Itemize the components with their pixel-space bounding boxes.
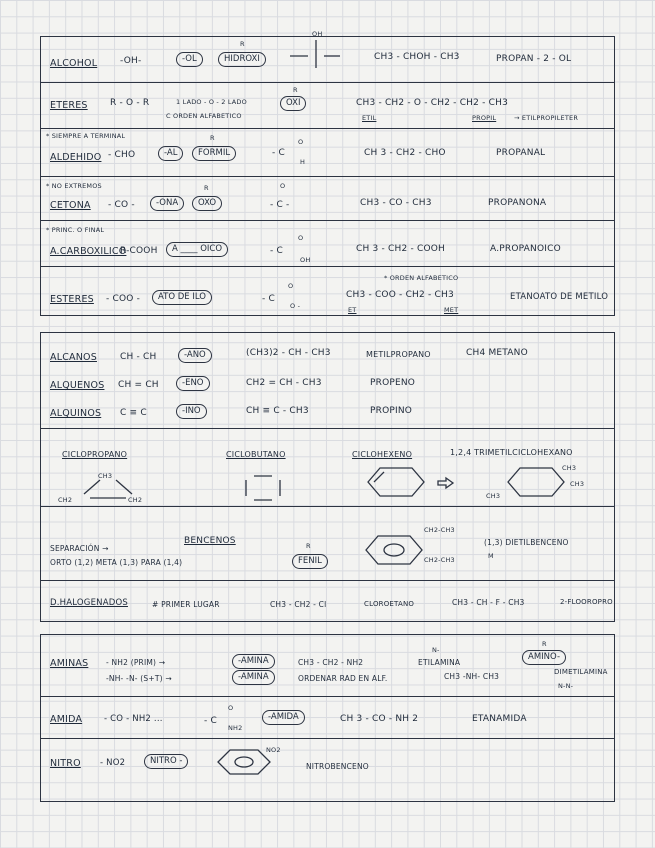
amida-name: AMIDA [50, 714, 83, 725]
halo-formula: CH3 - CH2 - Cl [270, 600, 327, 609]
benceno-name: BENCENOS [184, 536, 236, 546]
alquenos-group: CH = CH [118, 380, 159, 390]
cetona-name: CETONA [50, 200, 91, 211]
amida-example: ETANAMIDA [472, 714, 527, 724]
amida-o: O [228, 704, 234, 712]
cetona-example: PROPANONA [488, 198, 547, 208]
alquinos-suffix: -INO [176, 404, 207, 419]
alcohol-suffix: -OL [176, 52, 203, 67]
aminas-rule: ORDENAR RAD EN ALF. [298, 674, 388, 683]
nitro-group: - NO2 [100, 758, 126, 768]
trimetil-ch3-b: CH3 [570, 480, 585, 488]
benceno-example: (1,3) DIETILBENCENO [484, 538, 569, 547]
alcohol-name: ALCOHOL [50, 58, 98, 69]
amida-structure: - C [204, 716, 217, 726]
halo-example: CLOROETANO [364, 600, 415, 608]
aldehido-formula: CH 3 - CH2 - CHO [364, 148, 446, 158]
acido-formula: CH 3 - CH2 - COOH [356, 244, 445, 254]
esteres-o2: O - [290, 302, 301, 310]
alcohol-r: R [240, 40, 245, 48]
ciclo-ch3-a: CH3 [98, 472, 113, 480]
alcohol-formula: CH3 - CHOH - CH3 [374, 52, 460, 62]
aldehido-prefix: FORMIL [192, 146, 236, 161]
eteres-r: R [293, 86, 298, 94]
benceno-sub2: CH2-CH3 [424, 556, 455, 564]
cetona-r: R [204, 184, 209, 192]
aldehido-group: - CHO [108, 150, 136, 160]
benceno-positions: ORTO (1,2) META (1,3) PARA (1,4) [50, 558, 183, 567]
aldehido-name: ALDEHIDO [50, 152, 102, 163]
alquenos-name: ALQUENOS [50, 380, 105, 391]
amida-suffix: -AMIDA [262, 710, 305, 725]
esteres-o1: O [288, 282, 294, 290]
ciclohexeno-drawing [356, 464, 436, 504]
benceno-m: M [488, 552, 494, 560]
cetona-o: O [280, 182, 286, 190]
alquenos-example: PROPENO [370, 378, 416, 388]
alcohol-group: -OH- [120, 56, 142, 66]
eteres-label-propil: PROPIL [472, 114, 497, 122]
aminas-nn: N-N- [558, 682, 574, 690]
esteres-group: - COO - [106, 294, 141, 304]
aminas-suffix2: -AMINA [232, 670, 275, 685]
eteres-rule1: 1 LADO - O - 2 LADO [176, 98, 247, 106]
halo-example2: 2-FLOOROPRO [560, 598, 613, 606]
aldehido-example: PROPANAL [496, 148, 546, 158]
arrow-icon [436, 476, 456, 490]
esteres-formula: CH3 - COO - CH2 - CH3 [346, 290, 454, 300]
eteres-formula: CH3 - CH2 - O - CH2 - CH2 - CH3 [356, 98, 509, 108]
benceno-sub1: CH2-CH3 [424, 526, 455, 534]
aldehido-h: H [300, 158, 306, 166]
cetona-formula: CH3 - CO - CH3 [360, 198, 432, 208]
nitro-example: NITROBENCENO [306, 762, 369, 771]
aldehido-suffix: -AL [158, 146, 183, 161]
ciclohexeno-label: CICLOHEXENO [352, 450, 413, 459]
acido-o: O [298, 234, 304, 242]
aminas-secundaria: -NH- -N- (S+T) → [106, 674, 172, 683]
aminas-r: R [542, 640, 547, 648]
aminas-example2: DIMETILAMINA [554, 668, 608, 676]
aminas-name: AMINAS [50, 658, 89, 669]
esteres-label-et: ET [348, 306, 357, 314]
acido-note: * PRINC. O FINAL [46, 226, 105, 234]
trimetil-drawing [500, 464, 570, 504]
trimetil-ch3-c: CH3 [486, 492, 501, 500]
esteres-label-met: MET [444, 306, 459, 314]
esteres-structure: - C [262, 294, 275, 304]
eteres-example: → ETILPROPILETER [514, 114, 579, 122]
amida-formula: CH 3 - CO - NH 2 [340, 714, 419, 724]
acido-affix: A ____ OICO [166, 242, 228, 257]
esteres-affix: ATO DE ILO [152, 290, 212, 305]
alcanos-group: CH - CH [120, 352, 157, 362]
aminas-formula2: CH3 -NH- CH3 [444, 672, 500, 681]
aminas-primaria: - NH2 (PRIM) → [106, 658, 166, 667]
alcanos-formula: (CH3)2 - CH - CH3 [246, 348, 331, 358]
ciclobutano-drawing [236, 470, 296, 506]
acido-name: A.CARBOXILICO [50, 246, 127, 257]
esteres-note: * ORDEN ALFABETICO [384, 274, 459, 282]
benceno-prefix: FENIL [292, 554, 328, 569]
amida-nh: NH2 [228, 724, 243, 732]
aminas-n: N- [432, 646, 440, 654]
aminas-example1: ETILAMINA [418, 658, 461, 667]
benceno-drawing [356, 532, 436, 572]
alcanos-suffix: -ANO [178, 348, 212, 363]
alquenos-formula: CH2 = CH - CH3 [246, 378, 322, 388]
alcohol-oh: OH [312, 30, 323, 38]
halo-name: D.HALOGENADOS [50, 598, 128, 608]
alcohol-example: PROPAN - 2 - OL [496, 54, 572, 64]
acido-structure: - C [270, 246, 283, 256]
eteres-group: R - O - R [110, 98, 150, 108]
eteres-rule2: C ORDEN ALFABETICO [166, 112, 242, 120]
alcanos-example2: CH4 METANO [466, 348, 528, 358]
cetona-prefix: OXO [192, 196, 222, 211]
aminas-prefix: AMINO- [522, 650, 566, 665]
trimetil-ch3-a: CH3 [562, 464, 577, 472]
halo-formula2: CH3 - CH - F - CH3 [452, 598, 525, 607]
trimetil-label: 1,2,4 TRIMETILCICLOHEXANO [450, 448, 573, 457]
nitro-name: NITRO [50, 758, 81, 769]
alcohol-structure [282, 40, 342, 76]
ciclo-ch2-a: CH2 [58, 496, 73, 504]
alcanos-example: METILPROPANO [366, 350, 431, 359]
halo-rule: # PRIMER LUGAR [152, 600, 220, 609]
alcohol-prefix: HIDROXI [218, 52, 266, 67]
cetona-note: * NO EXTREMOS [46, 182, 102, 190]
nitro-no2: NO2 [266, 746, 281, 754]
eteres-label-etil: ETIL [362, 114, 377, 122]
benceno-r: R [306, 542, 311, 550]
ciclobutano-label: CICLOBUTANO [226, 450, 286, 459]
benceno-separacion: SEPARACIÓN → [50, 544, 109, 553]
aldehido-note: * SIEMPRE A TERMINAL [46, 132, 126, 140]
alcanos-name: ALCANOS [50, 352, 97, 363]
alquinos-formula: CH ≡ C - CH3 [246, 406, 309, 416]
alquenos-suffix: -ENO [176, 376, 210, 391]
aminas-suffix1: -AMINA [232, 654, 275, 669]
acido-example: A.PROPANOICO [490, 244, 561, 254]
ciclopropano-label: CICLOPROPANO [62, 450, 128, 459]
eteres-prefix: OXI [280, 96, 306, 111]
cetona-suffix: -ONA [150, 196, 184, 211]
aldehido-o: O [298, 138, 304, 146]
esteres-example: ETANOATO DE METILO [510, 292, 609, 302]
aminas-formula1: CH3 - CH2 - NH2 [298, 658, 364, 667]
cetona-group: - CO - [108, 200, 135, 210]
eteres-name: ETERES [50, 100, 88, 111]
esteres-name: ESTERES [50, 294, 94, 305]
alquinos-example: PROPINO [370, 406, 413, 416]
nitro-prefix: NITRO - [144, 754, 188, 769]
aldehido-r: R [210, 134, 215, 142]
alquinos-name: ALQUINOS [50, 408, 102, 419]
acido-oh: OH [300, 256, 311, 264]
aldehido-structure: - C [272, 148, 285, 158]
ciclo-ch2-b: CH2 [128, 496, 143, 504]
acido-group: R-COOH [120, 246, 158, 256]
alquinos-group: C ≡ C [120, 408, 147, 418]
cetona-structure: - C - [270, 200, 290, 210]
notes-sheet [40, 30, 615, 806]
amida-group: - CO - NH2 ... [104, 714, 163, 724]
